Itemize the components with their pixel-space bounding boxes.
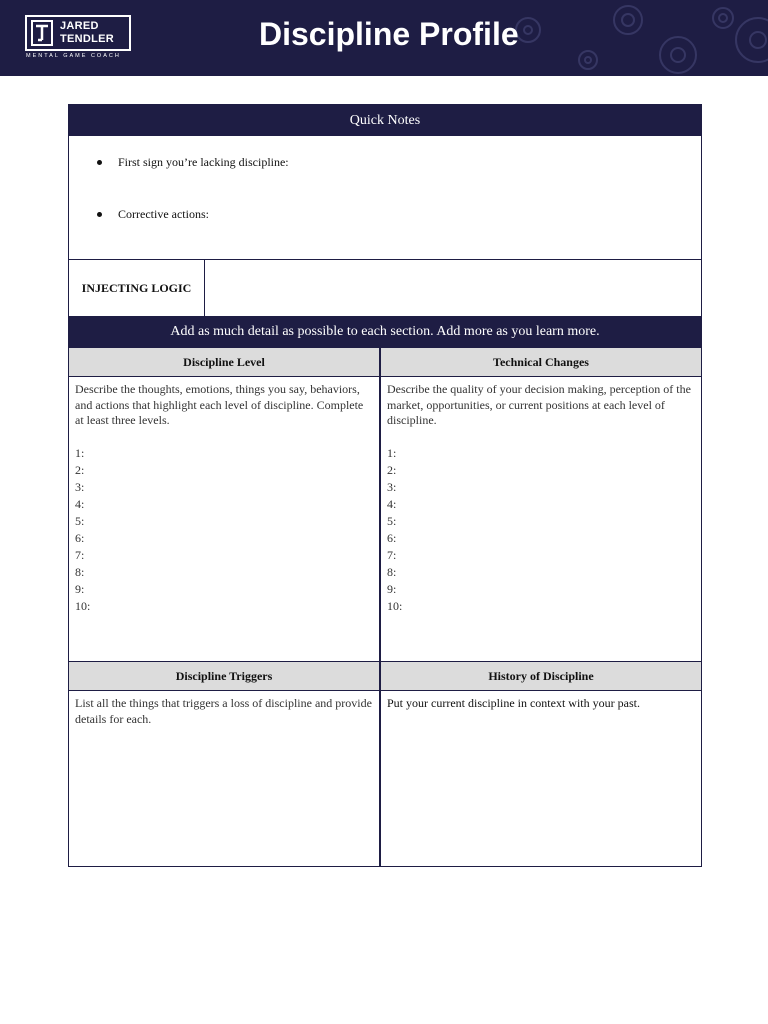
logo-name xyxy=(60,20,130,46)
technical-changes-list xyxy=(387,445,695,615)
level-label: 1: xyxy=(75,445,85,460)
level-label: 8: xyxy=(387,564,397,579)
logo-mark-icon xyxy=(31,20,53,46)
instruction-banner: Add as much detail as possible to each section. Add more as you learn more. xyxy=(69,316,701,348)
level-label: 3: xyxy=(387,479,397,494)
level-label: 8: xyxy=(75,564,85,579)
technical-changes-cell[interactable] xyxy=(381,377,701,661)
bullet-icon xyxy=(97,212,102,217)
discipline-level-list xyxy=(75,445,373,615)
quick-notes-body[interactable] xyxy=(69,136,701,260)
injecting-logic-label: INJECTING LOGIC xyxy=(69,260,205,316)
quick-notes-header: Quick Notes xyxy=(69,105,701,136)
quick-notes-item xyxy=(97,155,289,170)
history-of-discipline-header: History of Discipline xyxy=(381,662,701,690)
quick-notes-item xyxy=(97,207,209,222)
discipline-level-cell[interactable] xyxy=(69,377,379,661)
discipline-triggers-header: Discipline Triggers xyxy=(69,662,379,690)
level-label: 5: xyxy=(387,513,397,528)
bullet-icon xyxy=(97,160,102,165)
level-label: 1: xyxy=(387,445,397,460)
quick-notes-item-label: Corrective actions: xyxy=(118,207,209,221)
level-label: 6: xyxy=(75,530,85,545)
level-label: 5: xyxy=(75,513,85,528)
discipline-triggers-description: List all the things that triggers a loss of discipline and provide details for each. xyxy=(75,696,372,726)
page-title: Discipline Profile xyxy=(259,16,519,52)
level-label: 3: xyxy=(75,479,85,494)
discipline-level-header: Discipline Level xyxy=(69,348,379,376)
discipline-profile-form xyxy=(68,104,702,867)
discipline-triggers-cell[interactable] xyxy=(69,691,379,866)
logo-tagline: MENTAL GAME COACH xyxy=(26,53,121,59)
logo xyxy=(25,15,131,51)
level-label: 7: xyxy=(387,547,397,562)
level-label: 9: xyxy=(75,581,85,596)
header-banner xyxy=(0,0,768,76)
logo-line2: TENDLER xyxy=(60,33,115,45)
history-of-discipline-cell[interactable] xyxy=(381,691,701,866)
injecting-logic-row xyxy=(69,260,701,316)
logo-line1: JARED xyxy=(60,20,99,32)
level-label: 10: xyxy=(387,598,403,613)
technical-changes-description: Describe the quality of your decision making, perception of the market, opportunities, or current positions at each level of discipline. xyxy=(387,382,691,427)
level-label: 10: xyxy=(75,598,91,613)
discipline-level-description: Describe the thoughts, emotions, things you say, behaviors, and actions that highlight each level of discipline. Complete at least three levels. xyxy=(75,382,364,427)
level-label: 4: xyxy=(387,496,397,511)
technical-changes-header: Technical Changes xyxy=(381,348,701,376)
level-label: 2: xyxy=(387,462,397,477)
level-label: 2: xyxy=(75,462,85,477)
column-divider xyxy=(379,348,381,866)
level-label: 6: xyxy=(387,530,397,545)
history-of-discipline-description: Put your current discipline in context with your past. xyxy=(387,696,640,710)
level-label: 4: xyxy=(75,496,85,511)
quick-notes-item-label: First sign you’re lacking discipline: xyxy=(118,155,289,169)
level-label: 9: xyxy=(387,581,397,596)
injecting-logic-field[interactable] xyxy=(206,260,701,316)
level-label: 7: xyxy=(75,547,85,562)
